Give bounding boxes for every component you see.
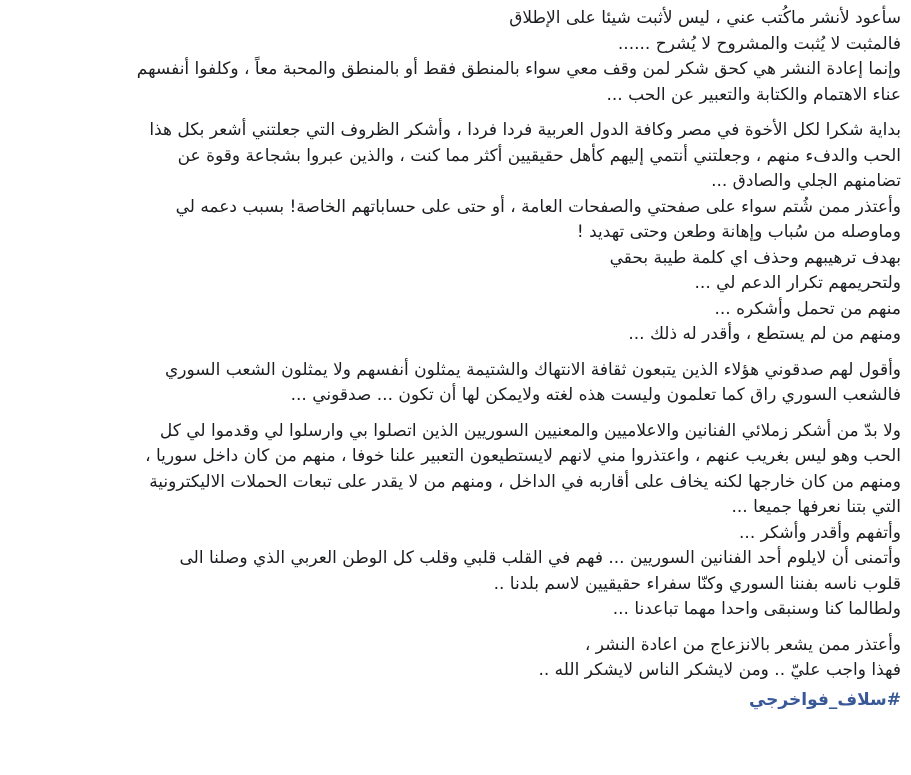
text-line: ولا بدّ من أشكر زملائي الفنانين والاعلاميين والمعنيين السوريين الذين اتصلوا بي وارسلوا لي وقدموا لي كل (159, 420, 901, 441)
text-line: التي بتنا نعرفها جميعا ... (731, 497, 901, 517)
text-line: ولتحريمهم تكرار الدعم لي ... (694, 273, 901, 293)
text-line: ولطالما كنا وسنبقى واحدا مهما تباعدنا ... (612, 599, 901, 619)
text-line: وأتفهم وأقدر وأشكر ... (739, 522, 901, 543)
paragraph-message (14, 358, 901, 409)
text-line: وإنما إعادة النشر هي كحق شكر لمن وقف معي سواء بالمنطق فقط أو بالمنطق والمحبة معاً ، وكلفوا أنفسهم (136, 59, 901, 79)
text-line: وماوصله من سُباب وإهانة وطعن وحتى تهديد ! (576, 222, 901, 242)
text-line: عناء الاهتمام والكتابة والتعبير عن الحب ... (606, 84, 901, 105)
text-line: فالشعب السوري راق كما تعلمون وليست هذه لغته ولايمكن لها أن تكون ... صدقوني ... (290, 385, 901, 405)
text-line: بداية شكرا لكل الأخوة في مصر وكافة الدول العربية فردا فردا ، وأشكر الظروف التي جعلتني أشعر بكل هذا (149, 120, 901, 140)
text-line: الحب والدفء منهم ، وجعلتني أنتمي إليهم كأهل حقيقيين أكثر مما كنت ، والذين عبروا بشجاعة وقوة عن (177, 145, 901, 166)
text-line: سأعود لأنشر ماكُتب عني ، ليس لأثبت شيئا على الإطلاق (509, 8, 901, 28)
text-line: فهذا واجب عليّ .. ومن لايشكر الناس لايشكر الله .. (538, 660, 901, 680)
text-line: وأعتذر ممن يشعر بالانزعاج من اعادة النشر ، (584, 634, 901, 655)
hashtag-link[interactable]: #سلاف_فواخرجي (748, 689, 901, 710)
text-line: ومنهم من لم يستطع ، وأقدر له ذلك ... (628, 324, 901, 344)
paragraph-intro (14, 6, 901, 108)
text-line: فالمثبت لا يُثبت والمشروح لا يُشرح ...... (617, 33, 901, 54)
text-line: وأقول لهم صدقوني هؤلاء الذين يتبعون ثقافة الانتهاك والشتيمة يمثلون أنفسهم ولا يمثلون الشعب السوري (164, 359, 901, 380)
paragraph-colleagues (14, 419, 901, 623)
paragraph-thanks (14, 118, 901, 348)
text-line: وأتمنى أن لايلوم أحد الفنانين السوريين ... فهم في القلب قلبي وقلب كل الوطن العربي الذي وصلنا الى (179, 548, 901, 568)
text-line: تضامنهم الجلي والصادق ... (711, 171, 901, 191)
text-line: وأعتذر ممن شُتم سواء على صفحتي والصفحات العامة ، أو حتى على حساباتهم الخاصة! بسبب دعمه لي (175, 196, 901, 217)
text-line: قلوب ناسه بفننا السوري وكنّا سفراء حقيقيين لاسم بلدنا .. (493, 573, 901, 594)
text-line: الحب وهو ليس بغريب عنهم ، واعتذروا مني لانهم لايستطيعون التعبير علنا خوفا ، منهم من كان داخل سوريا ، (145, 446, 901, 466)
text-line: منهم من تحمل وأشكره ... (714, 298, 901, 319)
text-line: ومنهم من كان خارجها لكنه يخاف على أقاربه في الداخل ، ومنهم من لا يقدر على تبعات الحملات الاليكترونية (149, 471, 901, 492)
paragraph-closing (14, 633, 901, 714)
text-line: بهدف ترهيبهم وحذف اي كلمة طيبة بحقي (609, 247, 901, 268)
